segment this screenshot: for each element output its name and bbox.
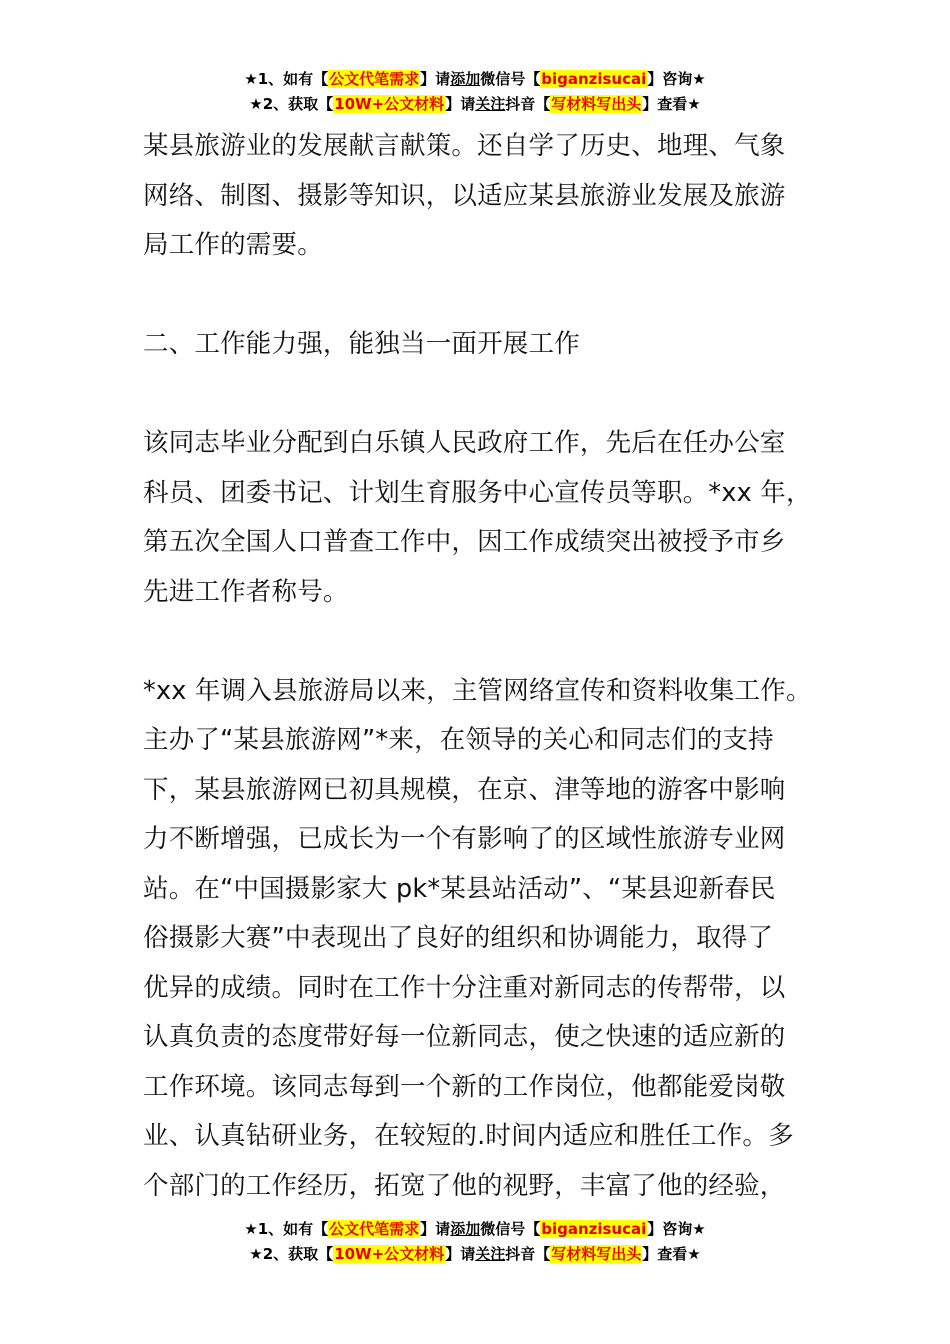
body-line: 站。在“中国摄影家大 pk*某县站活动”、“某县迎新春民 <box>143 873 776 904</box>
blank-line <box>143 617 813 667</box>
body-line: 先进工作者称号。 <box>143 576 349 607</box>
body-line: 下，某县旅游网已初具规模，在京、津等地的游客中影响 <box>143 774 786 805</box>
banner-line-1: ★1、如有【公文代笔需求】请添加微信号【biganzisucai】咨询★ <box>244 70 706 88</box>
highlight-douyin: 写材料写出头 <box>551 1245 642 1263</box>
banner-line-2: ★2、获取【10W+公文材料】请关注抖音【写材料写出头】查看★ <box>249 1245 701 1263</box>
body-line: 主办了“某县旅游网”*来，在领导的关心和同志们的支持 <box>143 725 774 755</box>
highlight-wechat-id: biganzisucai <box>541 70 647 88</box>
body-line: 科员、团委书记、计划生育服务中心宣传员等职。*xx 年， <box>143 477 812 508</box>
body-line: 该同志毕业分配到白乐镇人民政府工作，先后在任办公室 <box>143 428 786 458</box>
body-line: 个部门的工作经历，拓宽了他的视野，丰富了他的经验， <box>143 1170 786 1201</box>
document-body <box>143 122 813 1211</box>
body-line: 力不断增强，已成长为一个有影响了的区域性旅游专业网 <box>143 824 786 854</box>
body-line: 优异的成绩。同时在工作十分注重对新同志的传帮带，以 <box>143 972 786 1003</box>
body-line: 俗摄影大赛”中表现出了良好的组织和协调能力，取得了 <box>143 923 774 953</box>
banner-line-1: ★1、如有【公文代笔需求】请添加微信号【biganzisucai】咨询★ <box>244 1220 706 1238</box>
body-line: 网络、制图、摄影等知识，以适应某县旅游业发展及旅游 <box>143 180 786 211</box>
body-line: 工作环境。该同志每到一个新的工作岗位，他都能爱岗敬 <box>143 1071 786 1102</box>
highlight-service: 公文代笔需求 <box>329 1220 420 1238</box>
highlight-service: 公文代笔需求 <box>329 70 420 88</box>
blank-line <box>143 370 813 420</box>
highlight-materials: 10W+公文材料 <box>334 1245 445 1263</box>
body-line: 某县旅游业的发展献言献策。还自学了历史、地理、气象 <box>143 131 786 161</box>
body-line: 认真负责的态度带好每一位新同志，使之快速的适应新的 <box>143 1022 786 1052</box>
body-line: 业、认真钻研业务，在较短的.时间内适应和胜任工作。多 <box>143 1121 794 1151</box>
header-banner <box>0 67 950 117</box>
body-line: 第五次全国人口普查工作中，因工作成绩突出被授予市乡 <box>143 527 786 557</box>
body-line: 局工作的需要。 <box>143 230 323 260</box>
body-line: *xx 年调入县旅游局以来，主管网络宣传和资料收集工作。 <box>143 675 812 706</box>
section-heading: 二、工作能力强，能独当一面开展工作 <box>143 329 580 359</box>
highlight-materials: 10W+公文材料 <box>334 95 445 113</box>
blank-line <box>143 271 813 321</box>
highlight-douyin: 写材料写出头 <box>551 95 642 113</box>
highlight-wechat-id: biganzisucai <box>541 1220 647 1238</box>
footer-banner <box>0 1217 950 1267</box>
banner-line-2: ★2、获取【10W+公文材料】请关注抖音【写材料写出头】查看★ <box>249 95 701 113</box>
